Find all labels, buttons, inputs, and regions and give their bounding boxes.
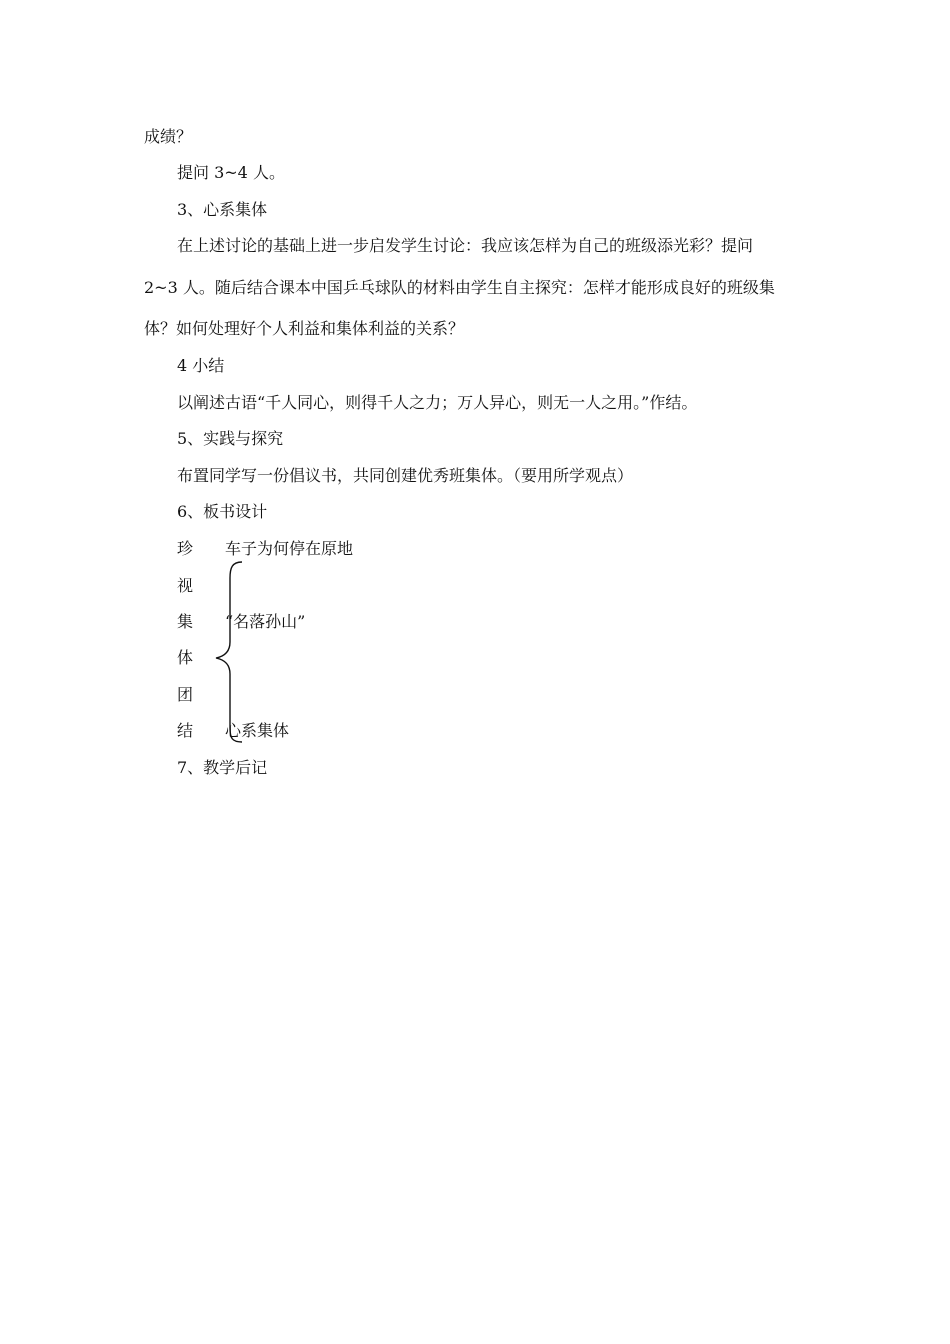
text-line: 提问 3~4 人。 [177, 163, 285, 182]
board-title-char: 团 [177, 685, 194, 704]
text-line: 成绩？ [144, 127, 193, 146]
board-title-char: 视 [177, 576, 194, 595]
board-title-char: 体 [177, 648, 194, 667]
board-title-char: 结 [177, 721, 194, 740]
section-heading: 6、板书设计 [177, 502, 268, 521]
board-item: 心系集体 [225, 721, 290, 740]
board-title-char: 珍 [177, 539, 194, 558]
section-heading: 5、实践与探究 [177, 429, 284, 448]
text-line: 2~3 人。随后结合课本中国乒乓球队的材料由学生自主探究：怎样才能形成良好的班级集 [144, 278, 775, 297]
text-line: 布置同学写一份倡议书，共同创建优秀班集体。（要用所学观点） [177, 466, 634, 485]
section-heading: 4 小结 [177, 356, 225, 375]
board-item: “名落孙山” [225, 612, 306, 631]
curly-brace-icon [212, 560, 246, 744]
text-line: 以阐述古语“千人同心，则得千人之力；万人异心，则无一人之用。”作结。 [177, 393, 698, 412]
text-line: 在上述讨论的基础上进一步启发学生讨论：我应该怎样为自己的班级添光彩？提问 [177, 236, 754, 255]
section-heading: 3、心系集体 [177, 200, 268, 219]
board-title-char: 集 [177, 612, 194, 631]
text-line: 体？如何处理好个人利益和集体利益的关系？ [144, 319, 465, 338]
board-item: 车子为何停在原地 [225, 539, 354, 558]
section-heading: 7、教学后记 [177, 758, 268, 777]
